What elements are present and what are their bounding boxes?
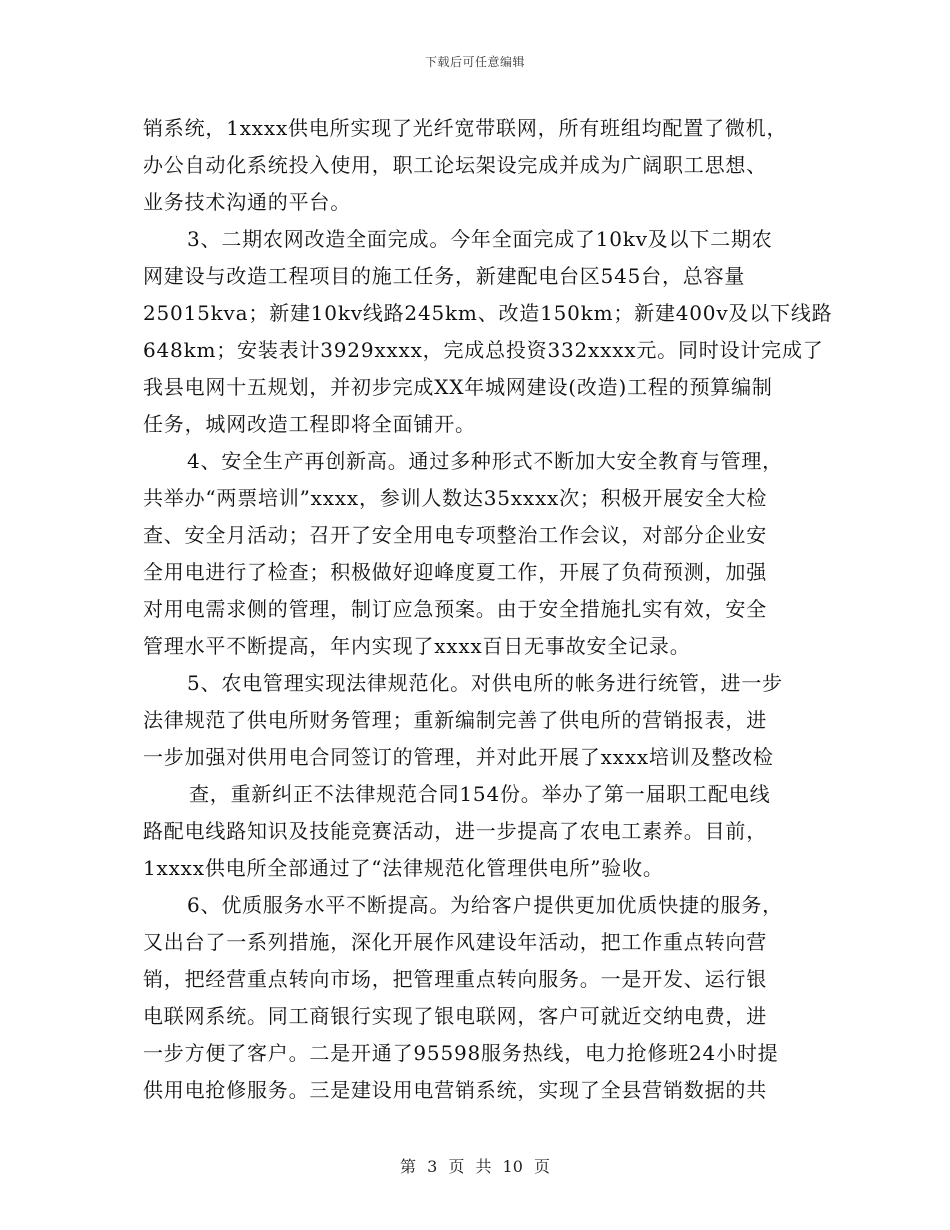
body-text-line: 业务技术沟通的平台。 bbox=[143, 190, 351, 214]
body-text-line: 对用电需求侧的管理，制订应急预案。由于安全措施扎实有效，安全 bbox=[143, 597, 767, 621]
body-text-line: 供用电抢修服务。三是建设用电营销系统，实现了全县营销数据的共 bbox=[143, 1078, 767, 1102]
body-text-line: 1xxxx供电所全部通过了“法律规范化管理供电所”验收。 bbox=[143, 856, 664, 880]
body-text-line: 648km；安装表计3929xxxx，完成总投资332xxxx元。同时设计完成了 bbox=[143, 338, 824, 362]
body-text-line: 一步加强对供用电合同签订的管理，并对此开展了xxxx培训及整改检 bbox=[143, 745, 774, 769]
body-text-line: 网建设与改造工程项目的施工任务，新建配电台区545台，总容量 bbox=[143, 264, 746, 288]
body-text-line: 查、安全月活动；召开了安全用电专项整治工作会议，对部分企业安 bbox=[143, 523, 767, 547]
body-text-line: 全用电进行了检查；积极做好迎峰度夏工作，开展了负荷预测，加强 bbox=[143, 560, 767, 584]
document-body bbox=[143, 110, 833, 1109]
body-text-line: 销系统，1xxxx供电所实现了光纤宽带联网，所有班组均配置了微机， bbox=[143, 116, 788, 140]
body-text-line: 任务，城网改造工程即将全面铺开。 bbox=[143, 412, 476, 436]
body-text-line: 6、优质服务水平不断提高。为给客户提供更加优质快捷的服务， bbox=[187, 893, 783, 917]
body-text-line: 一步方便了客户。二是开通了95598服务热线，电力抢修班24小时提 bbox=[143, 1041, 779, 1065]
body-text-line: 法律规范了供电所财务管理；重新编制完善了供电所的营销报表，进 bbox=[143, 708, 767, 732]
body-text-line: 我县电网十五规划，并初步完成XX年城网建设(改造)工程的预算编制 bbox=[143, 375, 773, 399]
body-text-line: 办公自动化系统投入使用，职工论坛架设完成并成为广阔职工思想、 bbox=[143, 153, 767, 177]
body-text-line: 电联网系统。同工商银行实现了银电联网，客户可就近交纳电费，进 bbox=[143, 1004, 767, 1028]
body-text-line: 4、安全生产再创新高。通过多种形式不断加大安全教育与管理， bbox=[187, 449, 783, 473]
body-text-line: 路配电线路知识及技能竞赛活动，进一步提高了农电工素养。目前， bbox=[143, 819, 767, 843]
body-text-line: 共举办“两票培训”xxxx，参训人数达35xxxx次；积极开展安全大检 bbox=[143, 486, 768, 510]
body-text-line: 5、农电管理实现法律规范化。对供电所的帐务进行统管，进一步 bbox=[187, 671, 783, 695]
page-footer: 第 3 页 共 10 页 bbox=[400, 1157, 550, 1176]
body-text-line: 25015kva；新建10kv线路245km、改造150km；新建400v及以下线路 bbox=[143, 301, 833, 325]
body-text-line: 销，把经营重点转向市场，把管理重点转向服务。一是开发、运行银 bbox=[143, 967, 767, 991]
body-text-line: 查，重新纠正不法律规范合同154份。举办了第一届职工配电线 bbox=[189, 782, 771, 806]
body-text-line: 管理水平不断提高，年内实现了xxxx百日无事故安全记录。 bbox=[143, 634, 691, 658]
body-text-line: 3、二期农网改造全面完成。今年全面完成了10kv及以下二期农 bbox=[187, 227, 773, 251]
page-header: 下载后可任意编辑 bbox=[424, 55, 525, 69]
body-text-line: 又出台了一系列措施，深化开展作风建设年活动，把工作重点转向营 bbox=[143, 930, 767, 954]
